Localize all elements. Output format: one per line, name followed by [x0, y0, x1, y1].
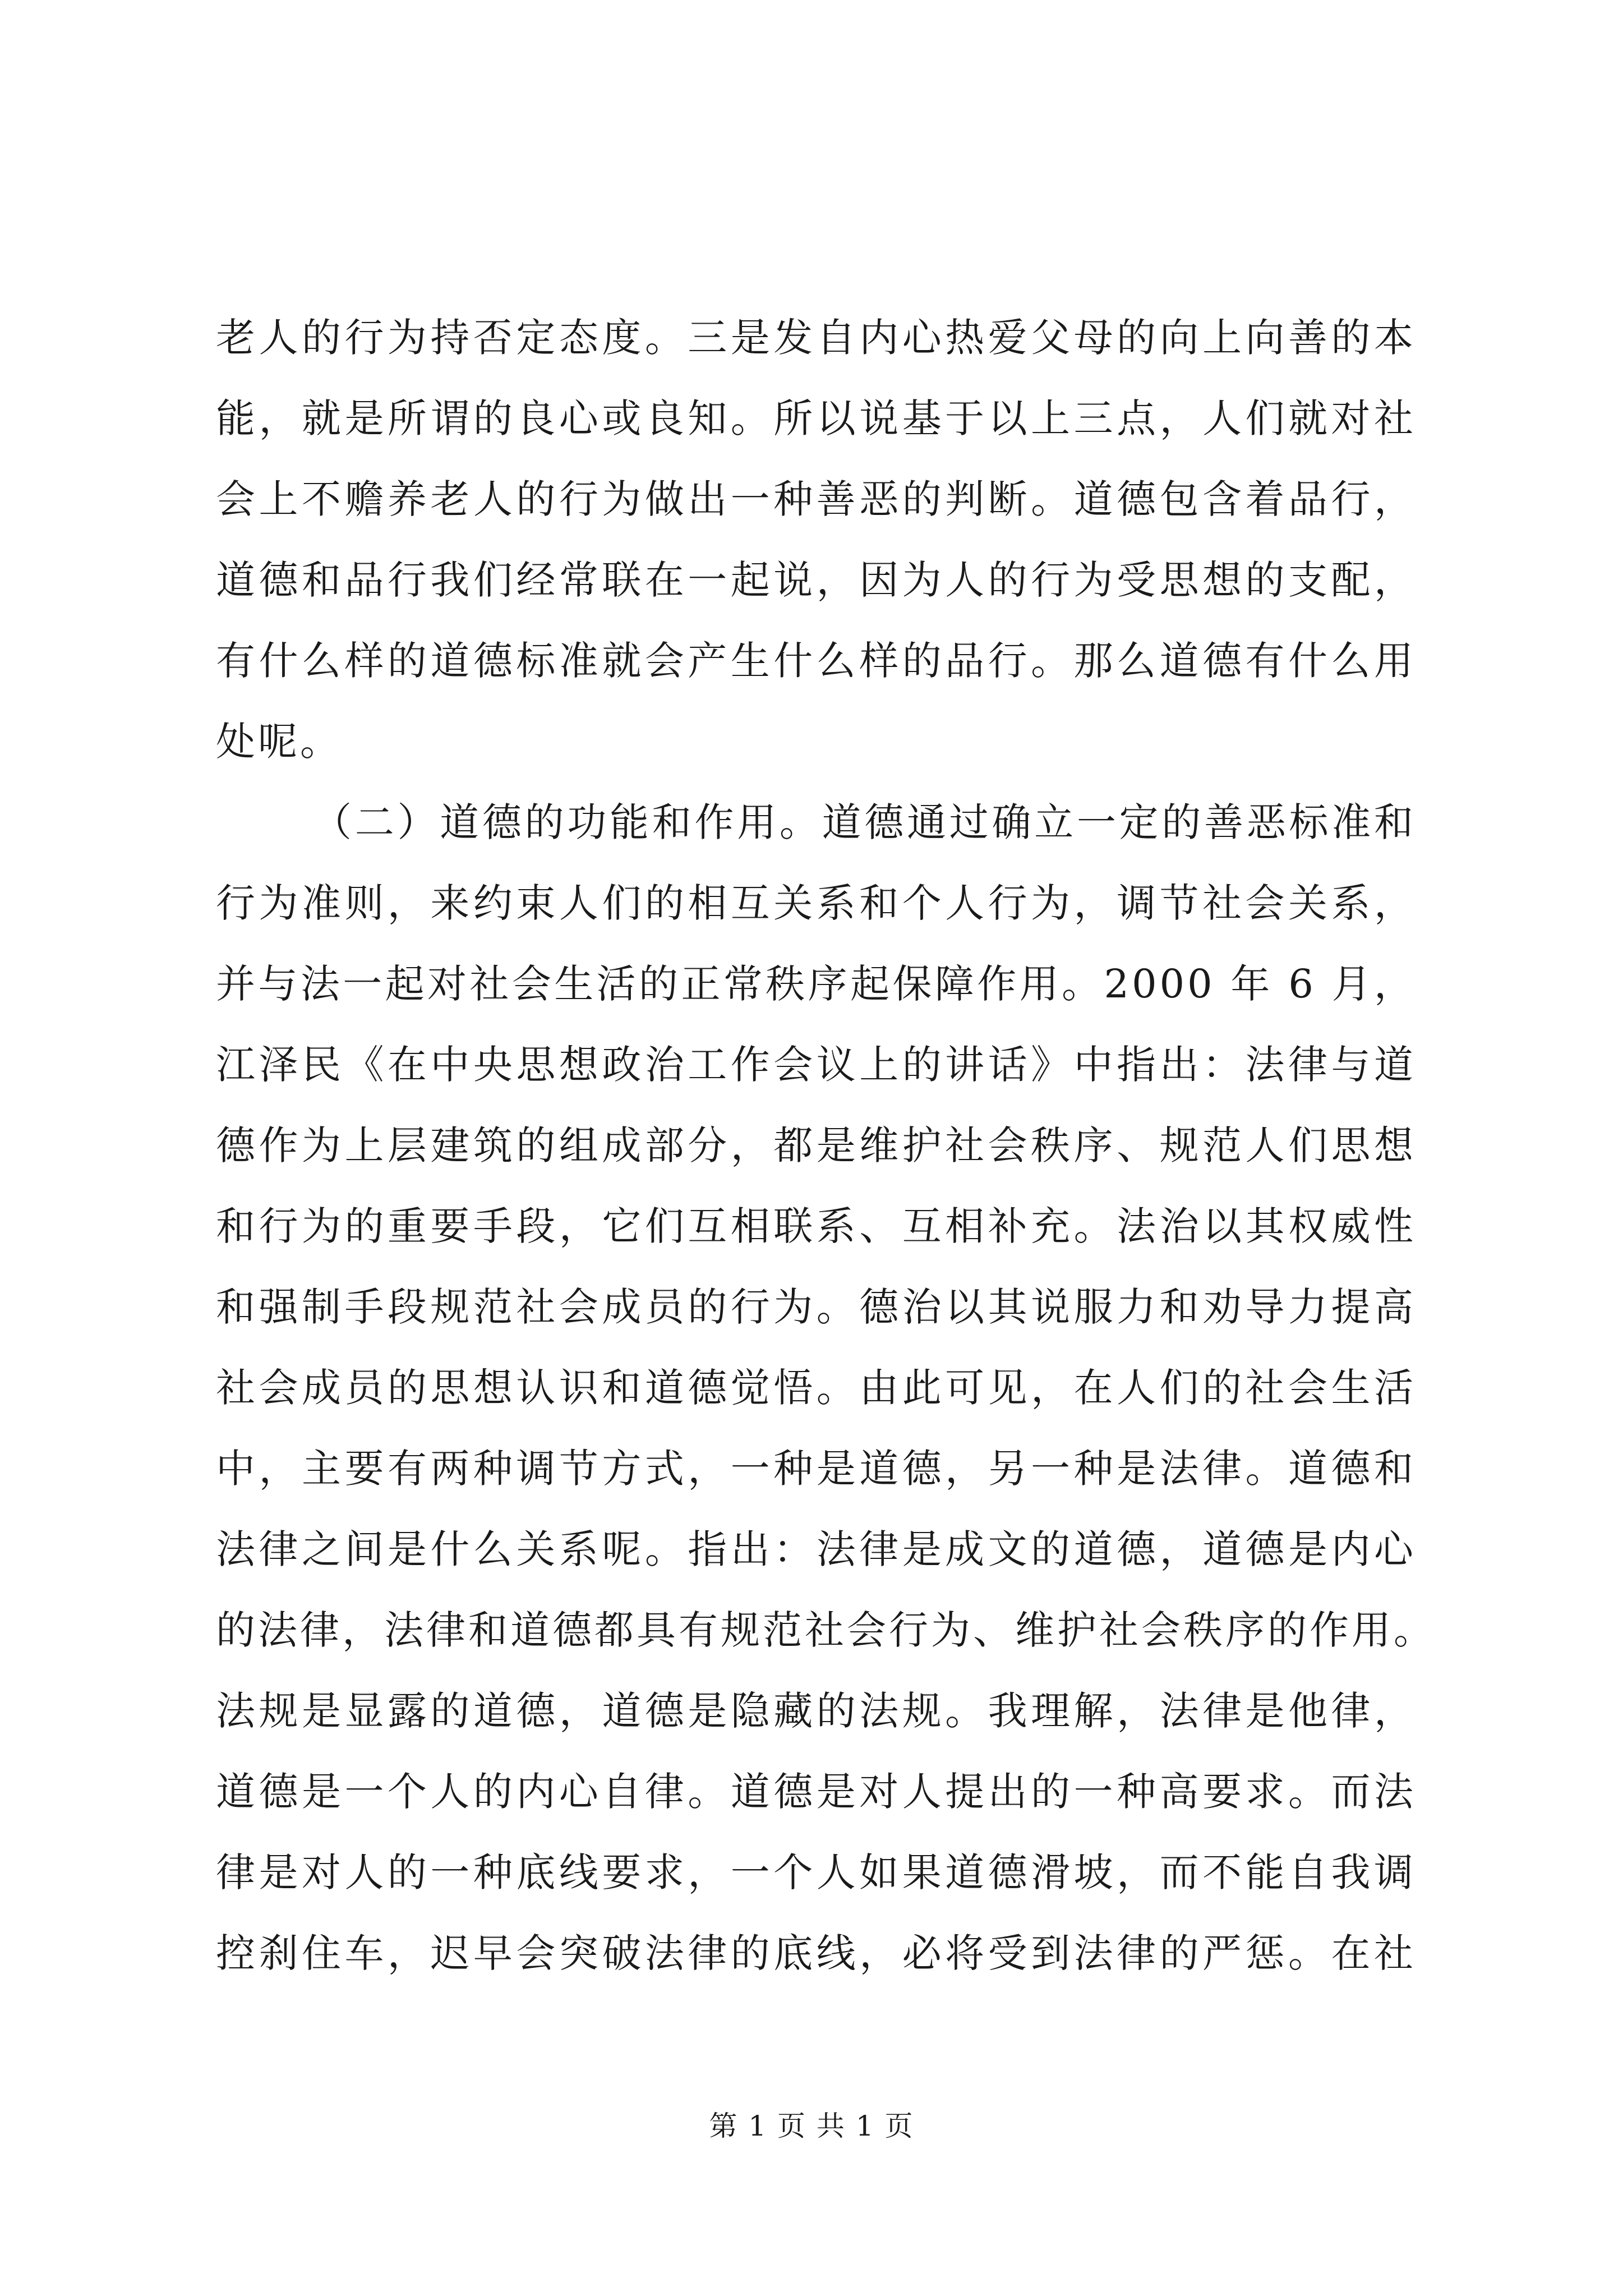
text-line: 律是对人的一种底线要求，一个人如果道德滑坡，而不能自我调 — [216, 1849, 1416, 1895]
text-line: 道德是一个人的内心自律。道德是对人提出的一种高要求。而法 — [216, 1769, 1416, 1815]
text-line: 社会成员的思想认识和道德觉悟。由此可见，在人们的社会生活 — [216, 1365, 1416, 1411]
text-line: 行为准则，来约束人们的相互关系和个人行为，调节社会关系， — [216, 880, 1416, 926]
text-line: 德作为上层建筑的组成部分，都是维护社会秩序、规范人们思想 — [216, 1122, 1416, 1168]
text-line: 会上不赡养老人的行为做出一种善恶的判断。道德包含着品行， — [216, 476, 1416, 522]
text-line: 老人的行为持否定态度。三是发自内心热爱父母的向上向善的本 — [216, 315, 1416, 361]
page-footer: 第 1 页 共 1 页 — [709, 2110, 914, 2142]
paragraph-first-line: （二）道德的功能和作用。道德通过确立一定的善恶标准和 — [312, 799, 1416, 845]
text-line: 的法律，法律和道德都具有规范社会行为、维护社会秩序的作用。 — [216, 1607, 1436, 1653]
body-text — [216, 297, 1436, 1994]
text-line: 法规是显露的道德，道德是隐藏的法规。我理解，法律是他律， — [216, 1688, 1416, 1734]
text-line: 和强制手段规范社会成员的行为。德治以其说服力和劝导力提高 — [216, 1284, 1416, 1330]
text-line: 道德和品行我们经常联在一起说，因为人的行为受思想的支配， — [216, 557, 1416, 603]
text-line: 控刹住车，迟早会突破法律的底线，必将受到法律的严惩。在社 — [216, 1930, 1416, 1976]
text-line: 中，主要有两种调节方式，一种是道德，另一种是法律。道德和 — [216, 1446, 1416, 1492]
text-line: 能，就是所谓的良心或良知。所以说基于以上三点，人们就对社 — [216, 395, 1416, 441]
text-line: 有什么样的道德标准就会产生什么样的品行。那么道德有什么用 — [216, 638, 1416, 684]
text-line: 法律之间是什么关系呢。指出：法律是成文的道德，道德是内心 — [216, 1526, 1416, 1572]
text-line: 并与法一起对社会生活的正常秩序起保障作用。2000 年 6 月， — [216, 961, 1416, 1007]
text-line: 和行为的重要手段，它们互相联系、互相补充。法治以其权威性 — [216, 1203, 1416, 1249]
text-line: 处呢。 — [216, 719, 342, 765]
text-line: 江泽民《在中央思想政治工作会议上的讲话》中指出：法律与道 — [216, 1042, 1416, 1088]
